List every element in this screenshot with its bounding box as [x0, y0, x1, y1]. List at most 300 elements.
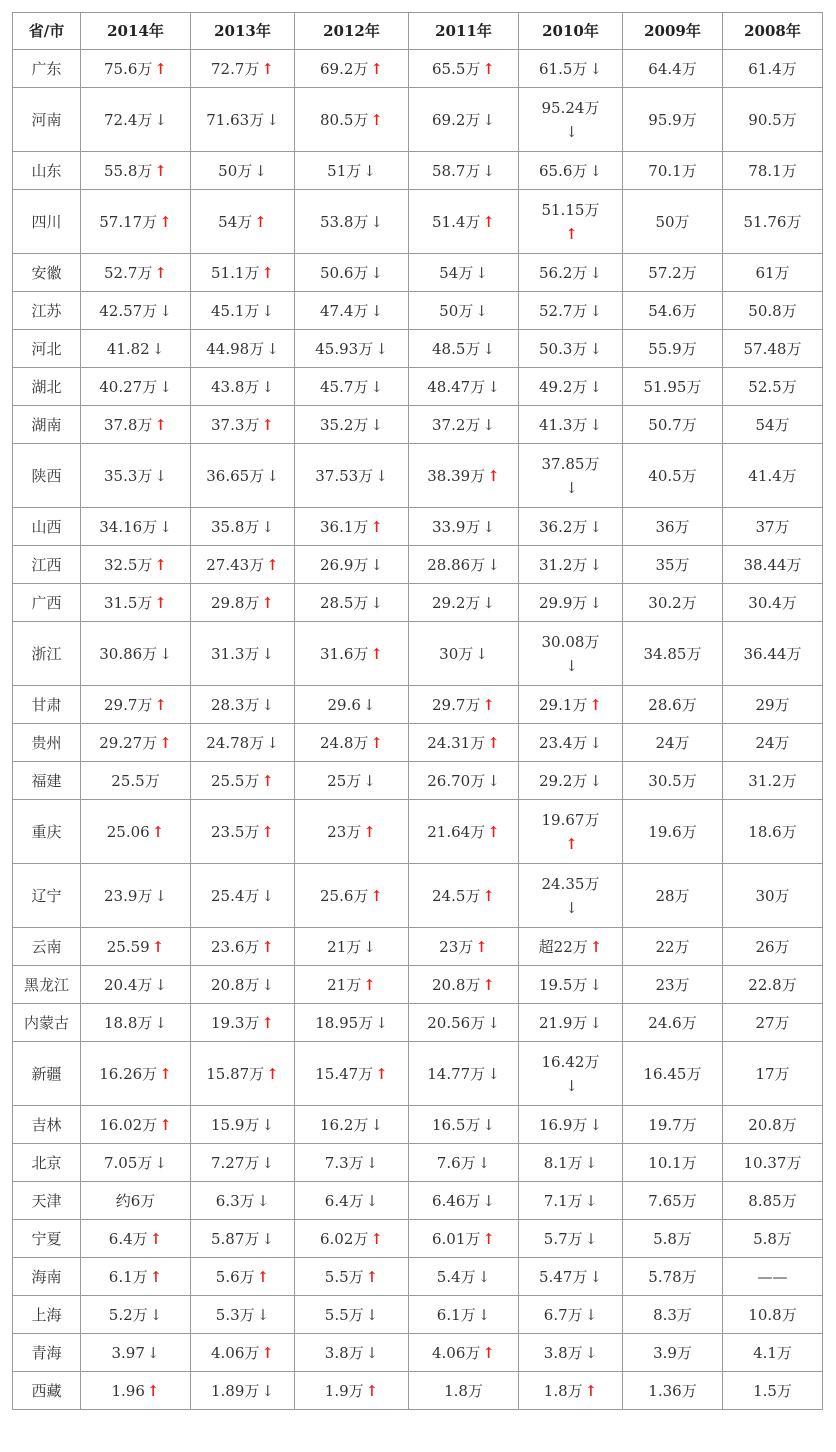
- value-text: 6.1万: [108, 1267, 148, 1286]
- value-text: 19.6万: [648, 822, 697, 841]
- arrow-down-icon: ↓: [149, 1305, 163, 1324]
- value-cell: [295, 800, 409, 864]
- table-row: [13, 1144, 823, 1182]
- value-text: 53.8万: [320, 212, 369, 231]
- value-text: 28.86万: [427, 555, 486, 574]
- value-text: 24.31万: [427, 733, 486, 752]
- value-cell: [519, 1004, 623, 1042]
- value-cell: [191, 368, 295, 406]
- value-cell: [409, 330, 519, 368]
- value-text: 22万: [655, 937, 690, 956]
- value-text: 35.3万: [104, 466, 153, 485]
- value-cell: [191, 1258, 295, 1296]
- value-text: 5.6万: [215, 1267, 255, 1286]
- value-cell: [409, 928, 519, 966]
- value-text: 23万: [655, 975, 690, 994]
- value-text: 29万: [755, 695, 790, 714]
- arrow-up-icon: ↑: [261, 1013, 274, 1032]
- arrow-up-icon: ↑: [482, 1229, 495, 1248]
- value-text: 35.8万: [211, 517, 260, 536]
- arrow-down-icon: ↓: [477, 1305, 491, 1324]
- value-cell: [191, 254, 295, 292]
- value-text: 58.7万: [432, 161, 481, 180]
- value-text: 37.2万: [432, 415, 481, 434]
- value-cell: [723, 1144, 823, 1182]
- value-cell: [623, 444, 723, 508]
- value-text: 25.06: [106, 822, 150, 841]
- value-cell: [519, 190, 623, 254]
- arrow-down-icon: ↓: [365, 1305, 379, 1324]
- arrow-up-icon: ↑: [149, 1229, 163, 1248]
- value-text: 6.01万: [432, 1229, 481, 1248]
- arrow-down-icon: ↓: [159, 517, 172, 536]
- value-text: 16.5万: [432, 1115, 481, 1134]
- value-text: 50.8万: [748, 301, 797, 320]
- arrow-down-icon: ↓: [487, 555, 500, 574]
- arrow-up-icon: ↑: [266, 555, 279, 574]
- value-cell: [409, 1372, 519, 1410]
- province-cell: 海南: [13, 1258, 81, 1296]
- arrow-down-icon: ↓: [482, 1115, 495, 1134]
- header-year: 2008年: [723, 13, 823, 50]
- value-text: 70.1万: [648, 161, 697, 180]
- arrow-up-icon: ↑: [584, 1381, 598, 1400]
- value-text: 36.2万: [539, 517, 588, 536]
- value-cell: [519, 1372, 623, 1410]
- value-text: 15.47万: [315, 1064, 374, 1083]
- value-cell: [519, 622, 623, 686]
- value-text: 23.6万: [211, 937, 260, 956]
- arrow-up-icon: ↑: [365, 1381, 379, 1400]
- value-cell: [295, 1004, 409, 1042]
- arrow-up-icon: ↑: [151, 937, 165, 956]
- value-text: 57.17万: [99, 212, 158, 231]
- value-text: 20.8万: [211, 975, 260, 994]
- province-cell: 上海: [13, 1296, 81, 1334]
- arrow-down-icon: ↓: [589, 517, 602, 536]
- arrow-up-icon: ↑: [146, 1381, 160, 1400]
- value-text: 34.16万: [99, 517, 158, 536]
- value-text: 18.8万: [104, 1013, 153, 1032]
- table-row: [13, 330, 823, 368]
- value-text: 8.85万: [748, 1191, 797, 1210]
- value-cell: [409, 1042, 519, 1106]
- arrow-up-icon: ↑: [154, 161, 167, 180]
- arrow-up-icon: ↑: [261, 593, 274, 612]
- value-cell: [191, 1182, 295, 1220]
- table-row: [13, 800, 823, 864]
- header-province: 省/市: [13, 13, 81, 50]
- value-text: 1.36万: [648, 1381, 697, 1400]
- value-cell: [295, 1258, 409, 1296]
- value-cell: [191, 1372, 295, 1410]
- value-text: 6.7万: [543, 1305, 583, 1324]
- value-cell: [519, 1106, 623, 1144]
- value-text: 31.2万: [539, 555, 588, 574]
- value-text: 23万: [327, 822, 362, 841]
- arrow-up-icon: ↑: [154, 695, 167, 714]
- arrow-down-icon: ↓: [254, 161, 267, 180]
- value-cell: [295, 762, 409, 800]
- value-text: 64.4万: [648, 59, 697, 78]
- arrow-up-icon: ↑: [151, 822, 165, 841]
- value-cell: [723, 762, 823, 800]
- arrow-down-icon: ↓: [370, 415, 383, 434]
- table-row: [13, 584, 823, 622]
- arrow-down-icon: ↓: [565, 656, 578, 675]
- arrow-down-icon: ↓: [261, 1381, 274, 1400]
- table-row: [13, 1042, 823, 1106]
- value-cell: [295, 584, 409, 622]
- value-text: 30万: [755, 886, 790, 905]
- province-cell: 江西: [13, 546, 81, 584]
- value-cell: [81, 1334, 191, 1372]
- value-cell: [623, 508, 723, 546]
- value-cell: [623, 406, 723, 444]
- arrow-down-icon: ↓: [482, 593, 495, 612]
- value-cell: [519, 152, 623, 190]
- value-text: 72.7万: [211, 59, 260, 78]
- value-cell: [623, 330, 723, 368]
- value-text: 29.1万: [539, 695, 588, 714]
- value-cell: [723, 1182, 823, 1220]
- value-text: 27.43万: [206, 555, 265, 574]
- value-text: 28.6万: [648, 695, 697, 714]
- table-row: [13, 686, 823, 724]
- value-cell: [191, 724, 295, 762]
- value-text: 50万: [218, 161, 253, 180]
- value-cell: [191, 508, 295, 546]
- value-text: 29.6: [327, 695, 361, 714]
- value-cell: [623, 152, 723, 190]
- value-text: 54万: [218, 212, 253, 231]
- arrow-down-icon: ↓: [589, 593, 602, 612]
- province-cell: 安徽: [13, 254, 81, 292]
- value-text: 40.5万: [648, 466, 697, 485]
- value-text: 36.1万: [320, 517, 369, 536]
- province-cell: 山东: [13, 152, 81, 190]
- value-text: 61万: [755, 263, 790, 282]
- value-cell: [295, 1220, 409, 1258]
- value-cell: [519, 864, 623, 928]
- value-text: 23万: [439, 937, 474, 956]
- value-text: 36万: [655, 517, 690, 536]
- arrow-down-icon: ↓: [375, 466, 388, 485]
- value-cell: [191, 864, 295, 928]
- value-text: 45.93万: [315, 339, 374, 358]
- value-cell: [519, 762, 623, 800]
- value-cell: [723, 368, 823, 406]
- value-text: 54.6万: [648, 301, 697, 320]
- province-cell: 吉林: [13, 1106, 81, 1144]
- value-cell: [623, 254, 723, 292]
- arrow-down-icon: ↓: [482, 1191, 495, 1210]
- arrow-down-icon: ↓: [365, 1153, 379, 1172]
- value-text: 5.5万: [324, 1305, 364, 1324]
- value-text: 1.96: [111, 1381, 145, 1400]
- value-text: 37万: [755, 517, 790, 536]
- value-cell: [409, 546, 519, 584]
- value-cell: [723, 254, 823, 292]
- value-cell: [295, 1182, 409, 1220]
- arrow-down-icon: ↓: [487, 771, 500, 790]
- value-text: 35.2万: [320, 415, 369, 434]
- value-text: 31.6万: [320, 644, 369, 663]
- value-text: 17万: [755, 1064, 790, 1083]
- value-text: 10.1万: [648, 1153, 697, 1172]
- value-cell: [519, 292, 623, 330]
- arrow-down-icon: ↓: [589, 555, 602, 574]
- arrow-down-icon: ↓: [475, 263, 488, 282]
- value-text: 52.5万: [748, 377, 797, 396]
- arrow-up-icon: ↑: [154, 263, 167, 282]
- value-text: 15.87万: [206, 1064, 265, 1083]
- value-text: 28.5万: [320, 593, 369, 612]
- arrow-down-icon: ↓: [261, 975, 274, 994]
- value-text: 51.1万: [211, 263, 260, 282]
- value-text: 25.6万: [320, 886, 369, 905]
- value-cell: [295, 1334, 409, 1372]
- province-cell: 湖南: [13, 406, 81, 444]
- province-cell: 河南: [13, 88, 81, 152]
- value-text: 25.59: [106, 937, 150, 956]
- value-cell: [191, 1296, 295, 1334]
- value-text: 21.9万: [539, 1013, 588, 1032]
- arrow-down-icon: ↓: [370, 1115, 383, 1134]
- value-text: 25万: [327, 771, 362, 790]
- value-cell: [623, 1106, 723, 1144]
- province-cell: 云南: [13, 928, 81, 966]
- value-cell: [295, 686, 409, 724]
- value-cell: [623, 1220, 723, 1258]
- arrow-down-icon: ↓: [565, 898, 578, 917]
- value-cell: [723, 622, 823, 686]
- table-row: [13, 444, 823, 508]
- value-cell: [623, 966, 723, 1004]
- table-row: [13, 724, 823, 762]
- value-cell: [623, 1144, 723, 1182]
- value-text: 57.2万: [648, 263, 697, 282]
- value-cell: [409, 724, 519, 762]
- value-cell: [81, 1296, 191, 1334]
- value-cell: [519, 508, 623, 546]
- arrow-up-icon: ↑: [159, 733, 172, 752]
- table-row: [13, 406, 823, 444]
- value-cell: [191, 190, 295, 254]
- value-text: 23.5万: [211, 822, 260, 841]
- value-cell: [81, 762, 191, 800]
- value-cell: [723, 508, 823, 546]
- arrow-up-icon: ↑: [589, 695, 602, 714]
- value-cell: [409, 1296, 519, 1334]
- value-cell: [81, 966, 191, 1004]
- value-text: 1.9万: [324, 1381, 364, 1400]
- value-text: 21.64万: [427, 822, 486, 841]
- value-text: 51.76万: [743, 212, 802, 231]
- value-cell: [409, 584, 519, 622]
- value-cell: [409, 1004, 519, 1042]
- data-table: [12, 12, 823, 1410]
- value-cell: [81, 584, 191, 622]
- arrow-down-icon: ↓: [261, 377, 274, 396]
- value-text: 71.63万: [206, 110, 265, 129]
- arrow-up-icon: ↑: [370, 886, 383, 905]
- value-text: 5.2万: [108, 1305, 148, 1324]
- arrow-down-icon: ↓: [565, 478, 578, 497]
- value-text: 7.65万: [648, 1191, 697, 1210]
- value-text: 10.8万: [748, 1305, 797, 1324]
- table-row: [13, 190, 823, 254]
- value-cell: [191, 292, 295, 330]
- value-cell: [295, 864, 409, 928]
- value-cell: [81, 1004, 191, 1042]
- value-text: 6.02万: [320, 1229, 369, 1248]
- value-text: 16.26万: [99, 1064, 158, 1083]
- value-cell: [409, 762, 519, 800]
- arrow-down-icon: ↓: [365, 1343, 379, 1362]
- arrow-up-icon: ↑: [565, 834, 578, 853]
- value-text: 24.35万: [541, 874, 600, 893]
- arrow-down-icon: ↓: [589, 771, 602, 790]
- value-cell: [723, 584, 823, 622]
- value-cell: [623, 368, 723, 406]
- arrow-up-icon: ↑: [154, 59, 167, 78]
- table-row: [13, 864, 823, 928]
- value-text: 1.8万: [444, 1381, 483, 1400]
- value-cell: [295, 152, 409, 190]
- header-year: 2010年: [519, 13, 623, 50]
- arrow-down-icon: ↓: [362, 695, 376, 714]
- value-cell: [723, 1296, 823, 1334]
- value-text: 7.6万: [436, 1153, 476, 1172]
- value-cell: [191, 88, 295, 152]
- value-text: 45.7万: [320, 377, 369, 396]
- value-text: 50.3万: [539, 339, 588, 358]
- arrow-down-icon: ↓: [261, 695, 274, 714]
- value-cell: [519, 1182, 623, 1220]
- value-cell: [519, 724, 623, 762]
- value-text: 24.5万: [432, 886, 481, 905]
- province-cell: 辽宁: [13, 864, 81, 928]
- province-cell: 山西: [13, 508, 81, 546]
- province-cell: 西藏: [13, 1372, 81, 1410]
- value-cell: [519, 254, 623, 292]
- value-cell: [409, 152, 519, 190]
- value-text: 38.44万: [743, 555, 802, 574]
- value-text: 35万: [655, 555, 690, 574]
- arrow-up-icon: ↑: [159, 1115, 172, 1134]
- arrow-up-icon: ↑: [149, 1267, 163, 1286]
- arrow-down-icon: ↓: [256, 1191, 270, 1210]
- province-cell: 贵州: [13, 724, 81, 762]
- value-text: 5.4万: [436, 1267, 476, 1286]
- arrow-down-icon: ↓: [154, 1153, 167, 1172]
- value-text: 8.1万: [543, 1153, 583, 1172]
- value-text: 23.4万: [539, 733, 588, 752]
- value-text: 40.27万: [99, 377, 158, 396]
- value-text: 30.08万: [541, 632, 600, 651]
- value-text: 51万: [327, 161, 362, 180]
- value-cell: [191, 406, 295, 444]
- arrow-up-icon: ↑: [482, 59, 495, 78]
- value-text: 31.5万: [104, 593, 153, 612]
- value-text: 19.67万: [541, 810, 600, 829]
- value-text: 16.45万: [643, 1064, 702, 1083]
- value-text: 50万: [655, 212, 690, 231]
- value-text: 28.3万: [211, 695, 260, 714]
- value-text: 18.6万: [748, 822, 797, 841]
- header-year: 2014年: [81, 13, 191, 50]
- value-cell: [81, 1372, 191, 1410]
- province-cell: 甘肃: [13, 686, 81, 724]
- value-cell: [723, 190, 823, 254]
- header-year: 2009年: [623, 13, 723, 50]
- value-cell: [81, 622, 191, 686]
- value-text: 42.57万: [99, 301, 158, 320]
- value-cell: [623, 546, 723, 584]
- value-cell: [723, 152, 823, 190]
- value-cell: [723, 928, 823, 966]
- arrow-down-icon: ↓: [154, 110, 167, 129]
- value-text: 30.5万: [648, 771, 697, 790]
- value-cell: [623, 762, 723, 800]
- value-cell: [723, 1220, 823, 1258]
- value-cell: [519, 546, 623, 584]
- value-text: 25.4万: [211, 886, 260, 905]
- value-text: 48.5万: [432, 339, 481, 358]
- value-text: 23.9万: [104, 886, 153, 905]
- arrow-down-icon: ↓: [363, 161, 376, 180]
- value-cell: [723, 864, 823, 928]
- value-text: 29.8万: [211, 593, 260, 612]
- arrow-down-icon: ↓: [487, 1013, 500, 1032]
- arrow-down-icon: ↓: [159, 377, 172, 396]
- arrow-down-icon: ↓: [487, 1064, 500, 1083]
- value-cell: [409, 254, 519, 292]
- value-cell: [81, 1042, 191, 1106]
- table-row: [13, 1220, 823, 1258]
- arrow-up-icon: ↑: [261, 263, 274, 282]
- value-text: 4.06万: [211, 1343, 260, 1362]
- value-cell: [295, 88, 409, 152]
- value-cell: [623, 800, 723, 864]
- value-cell: [295, 1372, 409, 1410]
- value-cell: [191, 686, 295, 724]
- value-text: 18.95万: [315, 1013, 374, 1032]
- value-cell: [81, 444, 191, 508]
- value-text: 5.87万: [211, 1229, 260, 1248]
- value-cell: [295, 330, 409, 368]
- arrow-down-icon: ↓: [370, 593, 383, 612]
- value-cell: [623, 724, 723, 762]
- value-cell: [81, 800, 191, 864]
- value-text: 5.7万: [543, 1229, 583, 1248]
- value-text: 55.8万: [104, 161, 153, 180]
- value-text: 4.06万: [432, 1343, 481, 1362]
- value-cell: [723, 800, 823, 864]
- value-text: 30.2万: [648, 593, 697, 612]
- arrow-down-icon: ↓: [589, 161, 602, 180]
- arrow-up-icon: ↑: [154, 415, 167, 434]
- value-text: 80.5万: [320, 110, 369, 129]
- arrow-down-icon: ↓: [151, 339, 165, 358]
- value-cell: [409, 190, 519, 254]
- value-text: 33.9万: [432, 517, 481, 536]
- table-body: [13, 50, 823, 1410]
- value-cell: [723, 330, 823, 368]
- arrow-down-icon: ↓: [370, 555, 383, 574]
- value-text: 48.47万: [427, 377, 486, 396]
